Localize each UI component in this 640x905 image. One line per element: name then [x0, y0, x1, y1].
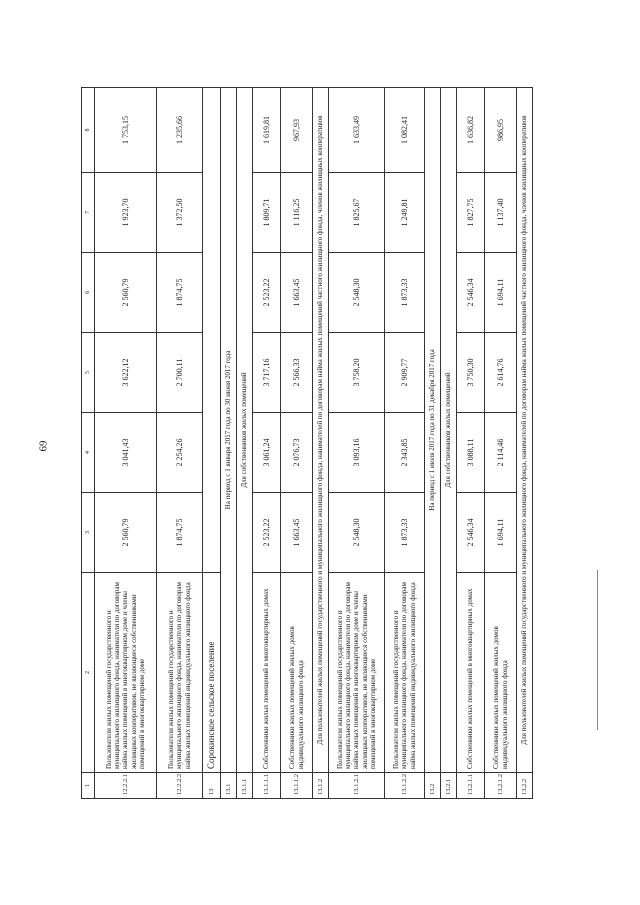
column-header: 8 — [82, 88, 95, 173]
row-value: 3 717,16 — [253, 333, 281, 413]
section-heading: Для собственников жилых помещений — [441, 88, 457, 773]
row-value: 1 619,81 — [253, 88, 281, 173]
row-value: 1 873,33 — [385, 253, 425, 333]
column-header: 1 — [82, 773, 95, 799]
row-value: 2 546,34 — [457, 493, 485, 573]
row-value: 2 909,77 — [385, 333, 425, 413]
column-header: 7 — [82, 173, 95, 253]
row-value: 3 622,12 — [95, 333, 157, 413]
row-value: 2 566,33 — [281, 333, 313, 413]
column-header: 6 — [82, 253, 95, 333]
row-name: Пользователи жилых помещений государственного и муниципального жилищного фонда, наниматели по договорам найма жилых помещений индивидуального жилищного фонда — [385, 573, 425, 773]
row-value: 1 663,45 — [281, 253, 313, 333]
table-row — [385, 88, 425, 799]
row-value: 2 114,46 — [485, 413, 517, 493]
row-value: 2 523,22 — [253, 253, 281, 333]
row-value: 1 636,82 — [457, 88, 485, 173]
column-header: 2 — [82, 573, 95, 773]
row-value: 1 663,45 — [281, 493, 313, 573]
row-value: 3 093,16 — [329, 413, 385, 493]
row-value: 1 827,75 — [457, 173, 485, 253]
row-value: 1 372,50 — [157, 173, 203, 253]
row-name: Пользователи жилых помещений государственного и муниципального жилищного фонда, наниматели по договорам найма жилых помещений в многоквартирном доме и члены жилищных кооперативов, не являющиеся собственниками помещений в многоквартирном доме — [95, 573, 157, 773]
table-row — [237, 88, 253, 799]
column-number-row — [82, 88, 95, 799]
section-heading: Для пользователей жилых помещений государственного и муниципального жилищного фонда, нанимателей по договорам найма жилых помещений частного жилищного фонда, членов жилищных кооперативов — [517, 88, 533, 773]
row-value: 2 560,79 — [95, 253, 157, 333]
row-value: 2 700,11 — [157, 333, 203, 413]
table-row — [221, 88, 237, 799]
table-row — [95, 88, 157, 799]
table-row — [203, 88, 221, 799]
column-header: 4 — [82, 413, 95, 493]
row-code: 13.1.1 — [237, 773, 253, 799]
empty-cell — [203, 88, 221, 573]
table-row — [313, 88, 329, 799]
table-row — [329, 88, 385, 799]
row-value: 2 548,30 — [329, 493, 385, 573]
row-value: 1 633,49 — [329, 88, 385, 173]
table-row — [517, 88, 533, 799]
scan-edge-mark — [597, 570, 598, 730]
table-row — [441, 88, 457, 799]
row-value: 1 694,11 — [485, 493, 517, 573]
row-value: 1 235,66 — [157, 88, 203, 173]
row-value: 1 116,25 — [281, 173, 313, 253]
row-name: Собственники жилых помещений в многоквартирных домах — [253, 573, 281, 773]
row-value: 3 758,20 — [329, 333, 385, 413]
row-code: 13 — [203, 773, 221, 799]
table-row — [485, 88, 517, 799]
rotated-table-container — [81, 88, 529, 799]
row-name: Собственники жилых помещений жилых домов индивидуального жилищного фонда — [281, 573, 313, 773]
row-name: Пользователи жилых помещений государственного и муниципального жилищного фонда, наниматели по договорам найма жилых помещений индивидуального жилищного фонда — [157, 573, 203, 773]
row-value: 1 249,81 — [385, 173, 425, 253]
row-code: 13.2.1 — [441, 773, 457, 799]
row-code: 13.1 — [221, 773, 237, 799]
row-code: 13.2.2 — [517, 773, 533, 799]
row-code: 13.1.2.2 — [385, 773, 425, 799]
row-code: 13.1.1.1 — [253, 773, 281, 799]
tariff-table — [81, 87, 533, 799]
page-number: 69 — [37, 440, 50, 452]
row-value: 2 343,85 — [385, 413, 425, 493]
table-body — [82, 88, 533, 799]
row-code: 13.2.1.1 — [457, 773, 485, 799]
table-row — [157, 88, 203, 799]
row-value: 3 041,43 — [95, 413, 157, 493]
row-value: 2 548,30 — [329, 253, 385, 333]
row-value: 1 137,40 — [485, 173, 517, 253]
row-value: 1 874,75 — [157, 493, 203, 573]
section-heading: Для пользователей жилых помещений государственного и муниципального жилищного фонда, нанимателей по договорам найма жилых помещений частного жилищного фонда, членов жилищных кооперативов — [313, 88, 329, 773]
row-value: 1 753,15 — [95, 88, 157, 173]
row-name: Собственники жилых помещений жилых домов индивидуального жилищного фонда — [485, 573, 517, 773]
row-value: 2 614,76 — [485, 333, 517, 413]
row-value: 1 694,11 — [485, 253, 517, 333]
row-value: 2 076,73 — [281, 413, 313, 493]
row-value: 1 809,71 — [253, 173, 281, 253]
row-value: 3 088,11 — [457, 413, 485, 493]
row-code: 13.1.2 — [313, 773, 329, 799]
row-code: 12.2.2.1 — [95, 773, 157, 799]
table-row — [425, 88, 441, 799]
row-value: 1 873,33 — [385, 493, 425, 573]
row-value: 1 825,67 — [329, 173, 385, 253]
tariff-table-frame — [81, 88, 529, 799]
period-heading: На период с 1 июля 2017 года по 31 декабря 2017 года — [425, 88, 441, 773]
row-value: 1 923,70 — [95, 173, 157, 253]
row-value: 2 560,79 — [95, 493, 157, 573]
table-row — [281, 88, 313, 799]
group-name: Сорокинское сельское поселение — [203, 573, 221, 773]
row-value: 1 082,41 — [385, 88, 425, 173]
table-row — [253, 88, 281, 799]
row-value: 2 523,22 — [253, 493, 281, 573]
row-value: 3 750,30 — [457, 333, 485, 413]
row-code: 13.1.2.1 — [329, 773, 385, 799]
column-header: 3 — [82, 493, 95, 573]
row-value: 986,95 — [485, 88, 517, 173]
row-name: Пользователи жилых помещений государственного и муниципального жилищного фонда, наниматели по договорам найма жилых помещений в многоквартирном доме и члены жилищных кооперативов, не являющиеся собственниками помещений в многоквартирном доме — [329, 573, 385, 773]
row-code: 13.1.1.2 — [281, 773, 313, 799]
table-row — [457, 88, 485, 799]
row-code: 13.2.1.2 — [485, 773, 517, 799]
row-value: 1 874,75 — [157, 253, 203, 333]
row-code: 13.2 — [425, 773, 441, 799]
row-value: 2 546,34 — [457, 253, 485, 333]
section-heading: Для собственников жилых помещений — [237, 88, 253, 773]
row-value: 3 061,24 — [253, 413, 281, 493]
row-code: 12.2.2.2 — [157, 773, 203, 799]
period-heading: На период с 1 января 2017 года по 30 июня 2017 года — [221, 88, 237, 773]
row-value: 2 254,26 — [157, 413, 203, 493]
row-name: Собственники жилых помещений в многоквартирных домах — [457, 573, 485, 773]
column-header: 5 — [82, 333, 95, 413]
row-value: 967,93 — [281, 88, 313, 173]
